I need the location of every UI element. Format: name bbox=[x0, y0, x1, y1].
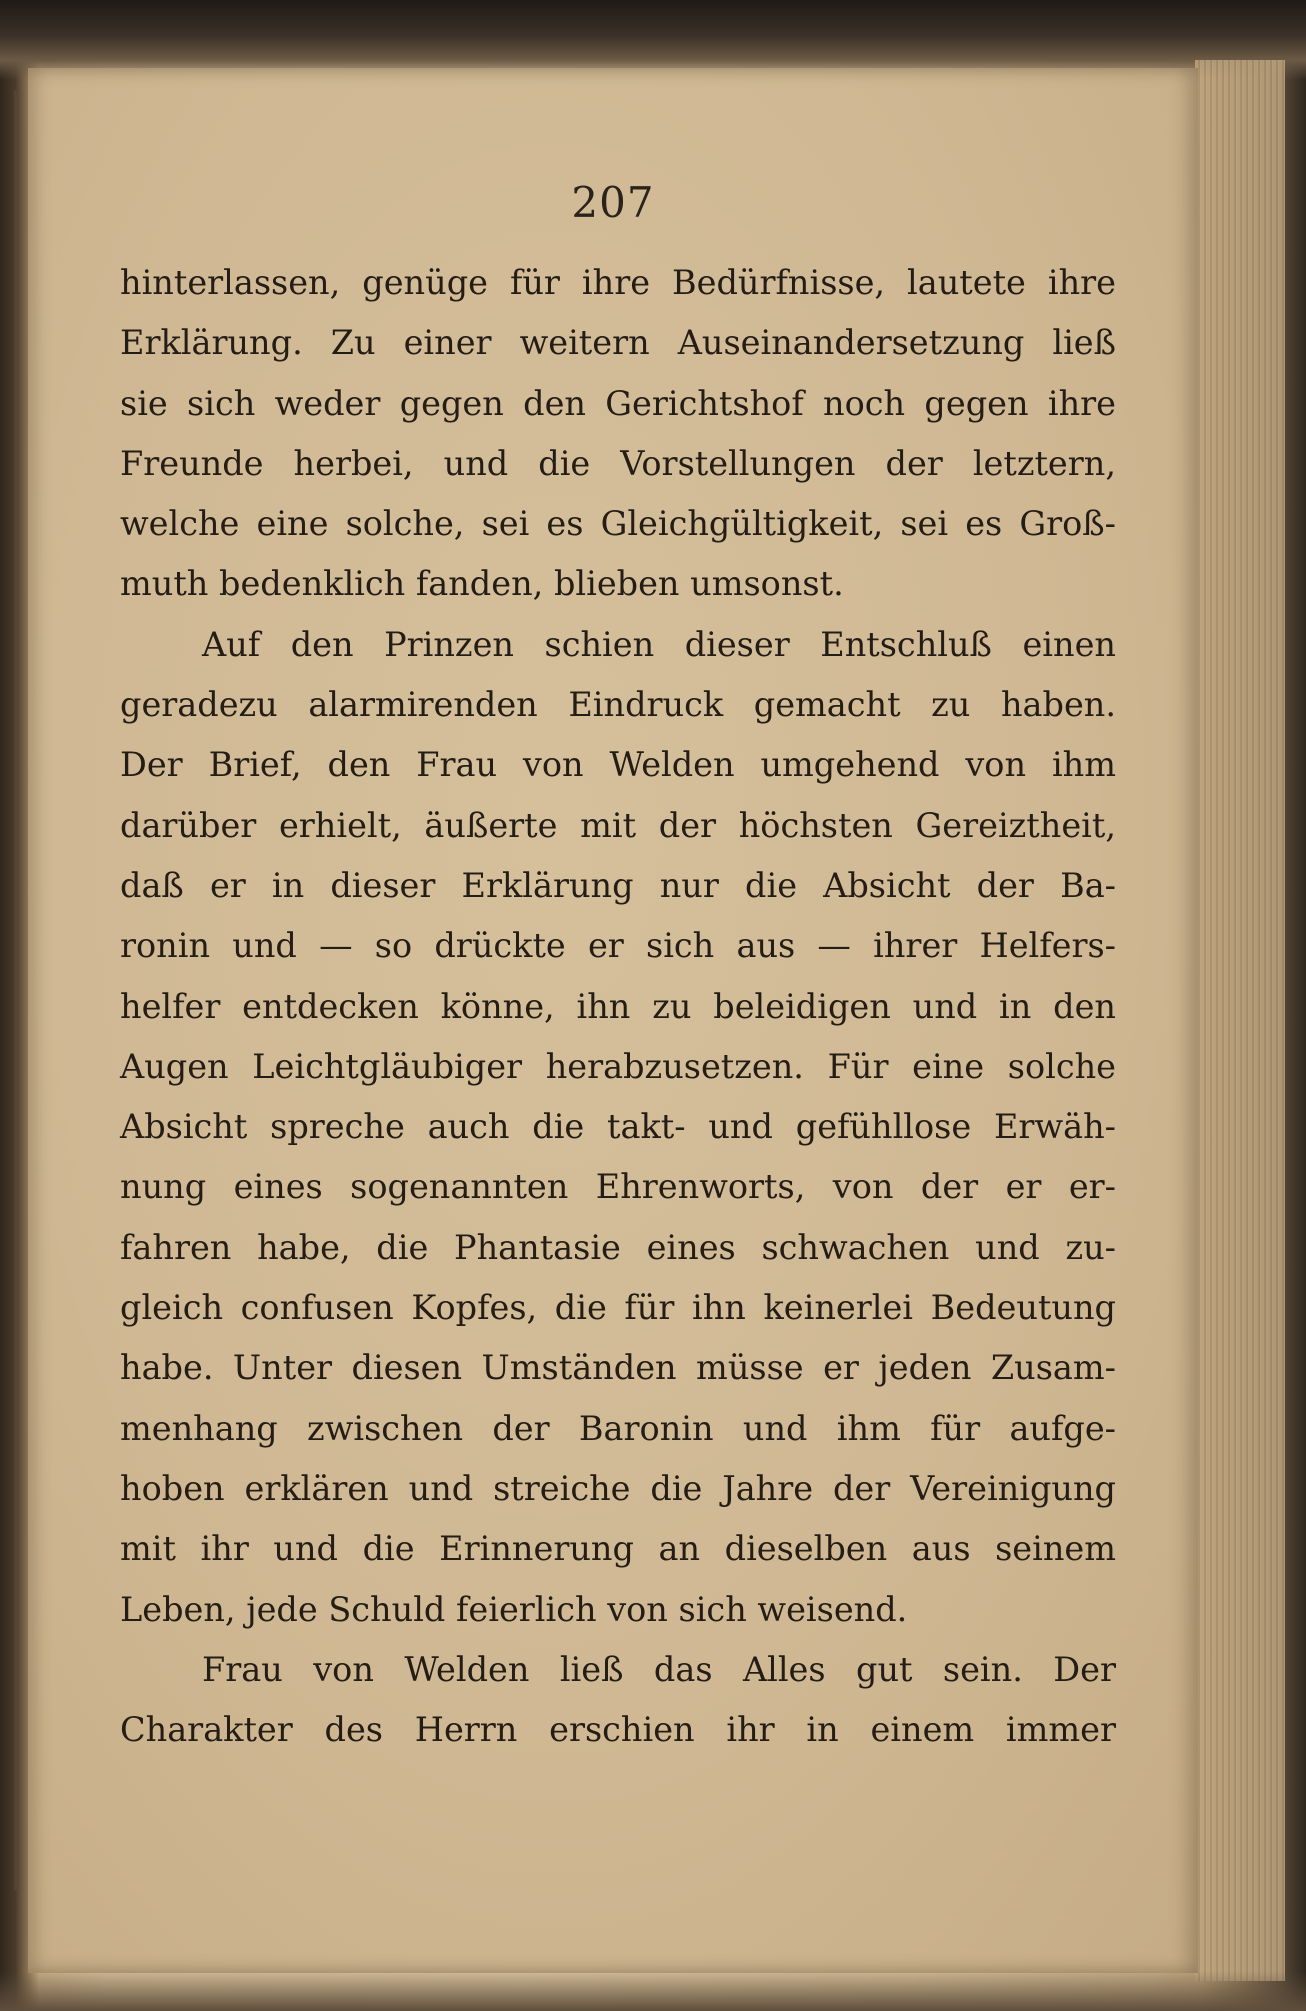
book-page bbox=[28, 68, 1198, 1973]
text-line: Augen Leichtgläubiger herabzusetzen. Für eine solche bbox=[120, 1046, 1116, 1086]
text-line: darüber erhielt, äußerte mit der höchsten Gereiztheit, bbox=[120, 805, 1116, 845]
page-edges bbox=[1195, 60, 1285, 1981]
text-line: mit ihr und die Erinnerung an dieselben aus seinem bbox=[120, 1529, 1116, 1569]
text-line: Der Brief, den Frau von Welden umgehend von ihm bbox=[120, 745, 1116, 785]
page-gutter-line bbox=[14, 90, 17, 1890]
text-line: Auf den Prinzen schien dieser Entschluß einen bbox=[202, 624, 1116, 664]
text-line: habe. Unter diesen Umständen müsse er jeden Zusam- bbox=[120, 1348, 1116, 1388]
text-line: hinterlassen, genüge für ihre Bedürfnisse, lautete ihre bbox=[120, 263, 1116, 302]
text-line: Freunde herbei, und die Vorstellungen der letztern, bbox=[120, 443, 1116, 483]
text-line: daß er in dieser Erklärung nur die Absicht der Ba- bbox=[120, 865, 1116, 905]
text-line: geradezu alarmirenden Eindruck gemacht zu haben. bbox=[120, 685, 1116, 725]
text-line: helfer entdecken könne, ihn zu beleidigen und in den bbox=[120, 986, 1116, 1026]
text-line: muth bedenklich fanden, blieben umsonst. bbox=[120, 564, 844, 604]
text-line: ronin und — so drückte er sich aus — ihrer Helfers- bbox=[120, 926, 1116, 966]
text-line: Erklärung. Zu einer weitern Auseinandersetzung ließ bbox=[120, 323, 1116, 363]
text-line: fahren habe, die Phantasie eines schwachen und zu- bbox=[120, 1227, 1116, 1267]
text-line: Charakter des Herrn erschien ihr in einem immer bbox=[120, 1710, 1116, 1750]
text-line: Leben, jede Schuld feierlich von sich weisend. bbox=[120, 1589, 908, 1629]
text-line: welche eine solche, sei es Gleichgültigkeit, sei es Groß- bbox=[120, 504, 1116, 544]
text-line: Frau von Welden ließ das Alles gut sein. Der bbox=[202, 1649, 1116, 1689]
text-line: hoben erklären und streiche die Jahre der Vereinigung bbox=[120, 1468, 1116, 1508]
text-line: sie sich weder gegen den Gerichtshof noch gegen ihre bbox=[120, 383, 1116, 423]
text-line: nung eines sogenannten Ehrenworts, von der er er- bbox=[120, 1167, 1116, 1207]
page-number: 207 bbox=[571, 178, 655, 227]
page-body-text bbox=[120, 253, 1116, 1760]
book-shadow-bottom bbox=[0, 1971, 1306, 2011]
text-line: menhang zwischen der Baronin und ihm für aufge- bbox=[120, 1408, 1116, 1448]
text-line: Absicht spreche auch die takt- und gefühllose Erwäh- bbox=[120, 1107, 1116, 1147]
text-line: gleich confusen Kopfes, die für ihn keinerlei Bedeutung bbox=[120, 1288, 1116, 1328]
